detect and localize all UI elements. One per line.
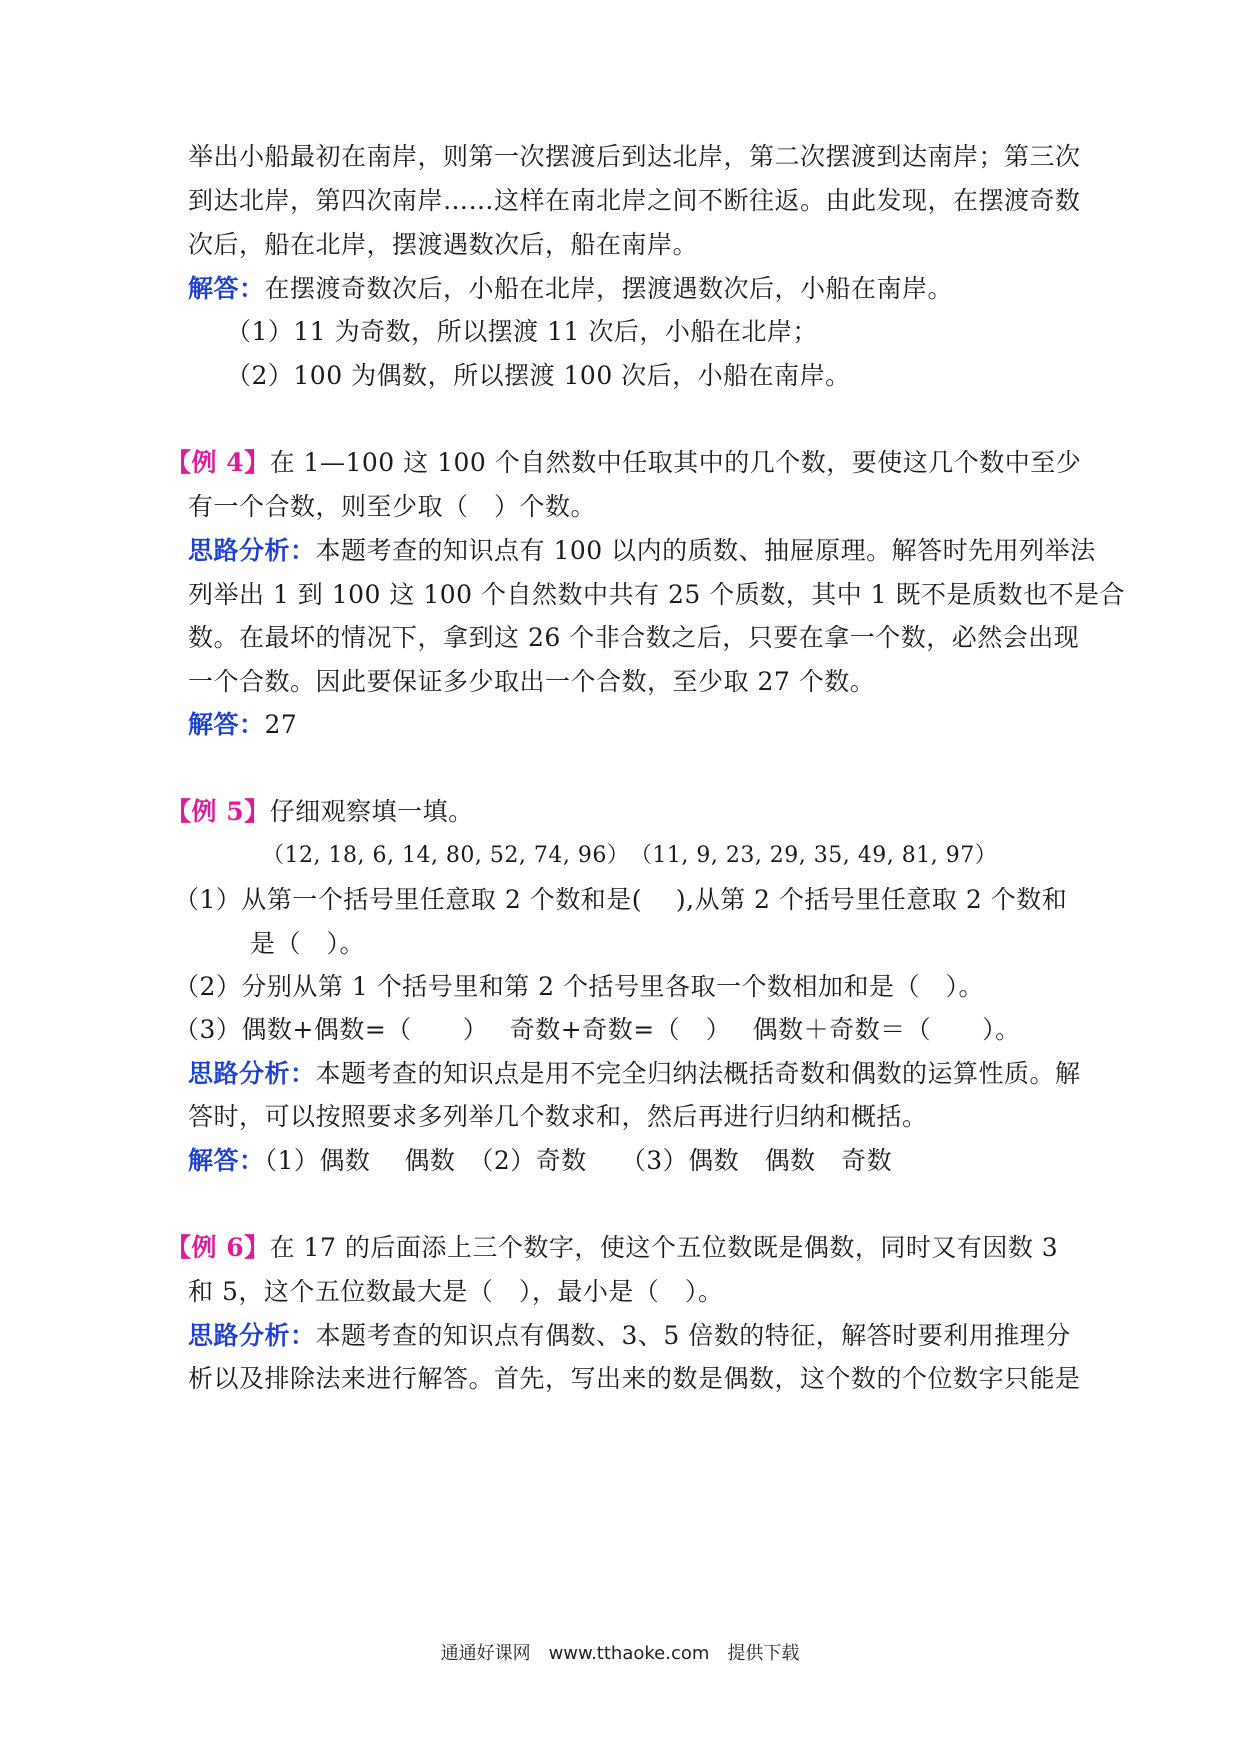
example-6-heading: [166, 1231, 1058, 1265]
analysis-line: [188, 534, 1096, 568]
analysis-label: 思路分析：: [188, 536, 316, 565]
analysis-text: 本题考查的知识点有 100 以内的质数、抽屉原理。解答时先用列举法: [315, 536, 1096, 565]
text-line: 和 5，这个五位数最大是（ ），最小是（ ）。: [188, 1277, 724, 1306]
answer-text: 在摆渡奇数次后，小船在北岸，摆渡遇数次后，小船在南岸。: [264, 274, 954, 303]
answer-text: （1）偶数 偶数 （2）奇数 （3）偶数 偶数 奇数: [264, 1146, 893, 1175]
example-4-text: 在 1—100 这 100 个自然数中任取其中的几个数，要使这几个数中至少: [269, 448, 1082, 477]
answer-label: 解答：: [188, 710, 265, 739]
text-line: 举出小船最初在南岸，则第一次摆渡后到达北岸，第二次摆渡到达南岸；第三次: [188, 142, 1081, 171]
example-5-label: 【例 5】: [166, 797, 270, 826]
page-footer: 通通好课网 www.tthaoke.com 提供下载: [440, 1643, 800, 1664]
example-5-heading: [166, 795, 474, 829]
example-4-label: 【例 4】: [166, 448, 270, 477]
answer-line: [188, 708, 297, 742]
text-line: 有一个合数，则至少取（ ）个数。: [188, 492, 597, 521]
text-line: （2）100 为偶数，所以摆渡 100 次后，小船在南岸。: [226, 361, 851, 390]
text-line: 答时，可以按照要求多列举几个数求和，然后再进行归纳和概括。: [188, 1102, 928, 1131]
text-line: 一个合数。因此要保证多少取出一个合数，至少取 27 个数。: [188, 667, 876, 696]
analysis-text: 本题考查的知识点是用不完全归纳法概括奇数和偶数的运算性质。解: [315, 1059, 1081, 1088]
answer-line: [188, 1144, 892, 1178]
answer-line: [188, 272, 953, 306]
text-line: 到达北岸，第四次南岸……这样在南北岸之间不断往返。由此发现，在摆渡奇数: [188, 186, 1081, 215]
question-line: （1）从第一个括号里任意取 2 个数和是( ),从第 2 个括号里任意取 2 个数和: [174, 885, 1068, 914]
question-line: （2）分别从第 1 个括号里和第 2 个括号里各取一个数相加和是（ ）。: [174, 972, 985, 1001]
question-line: （3）偶数+偶数=（ ） 奇数+奇数=（ ） 偶数＋奇数＝（ ）。: [174, 1015, 1021, 1044]
text-line: 析以及排除法来进行解答。首先，写出来的数是偶数，这个数的个位数字只能是: [188, 1364, 1081, 1393]
answer-label: 解答：: [188, 274, 265, 303]
example-6-label: 【例 6】: [166, 1233, 270, 1262]
analysis-text: 本题考查的知识点有偶数、3、5 倍数的特征，解答时要利用推理分: [315, 1321, 1071, 1350]
text-line: 列举出 1 到 100 这 100 个自然数中共有 25 个质数，其中 1 既不是质数也不是合: [188, 580, 1126, 609]
question-line: 是（ ）。: [250, 929, 366, 958]
analysis-label: 思路分析：: [188, 1059, 316, 1088]
analysis-line: [188, 1057, 1081, 1091]
number-sets: （12, 18, 6, 14, 80, 52, 74, 96） （11, 9, 23, 29, 35, 49, 81, 97）: [262, 843, 998, 868]
text-line: 次后，船在北岸，摆渡遇数次后，船在南岸。: [188, 230, 699, 259]
answer-text: 27: [264, 710, 298, 739]
example-6-text: 在 17 的后面添上三个数字，使这个五位数既是偶数，同时又有因数 3: [269, 1233, 1059, 1262]
text-line: 数。在最坏的情况下，拿到这 26 个非合数之后，只要在拿一个数，必然会出现: [188, 623, 1080, 652]
analysis-label: 思路分析：: [188, 1321, 316, 1350]
example-5-text: 仔细观察填一填。: [269, 797, 474, 826]
text-line: （1）11 为奇数，所以摆渡 11 次后，小船在北岸；: [226, 317, 818, 346]
analysis-line: [188, 1319, 1071, 1353]
example-4-heading: [166, 446, 1081, 480]
answer-label: 解答：: [188, 1146, 265, 1175]
